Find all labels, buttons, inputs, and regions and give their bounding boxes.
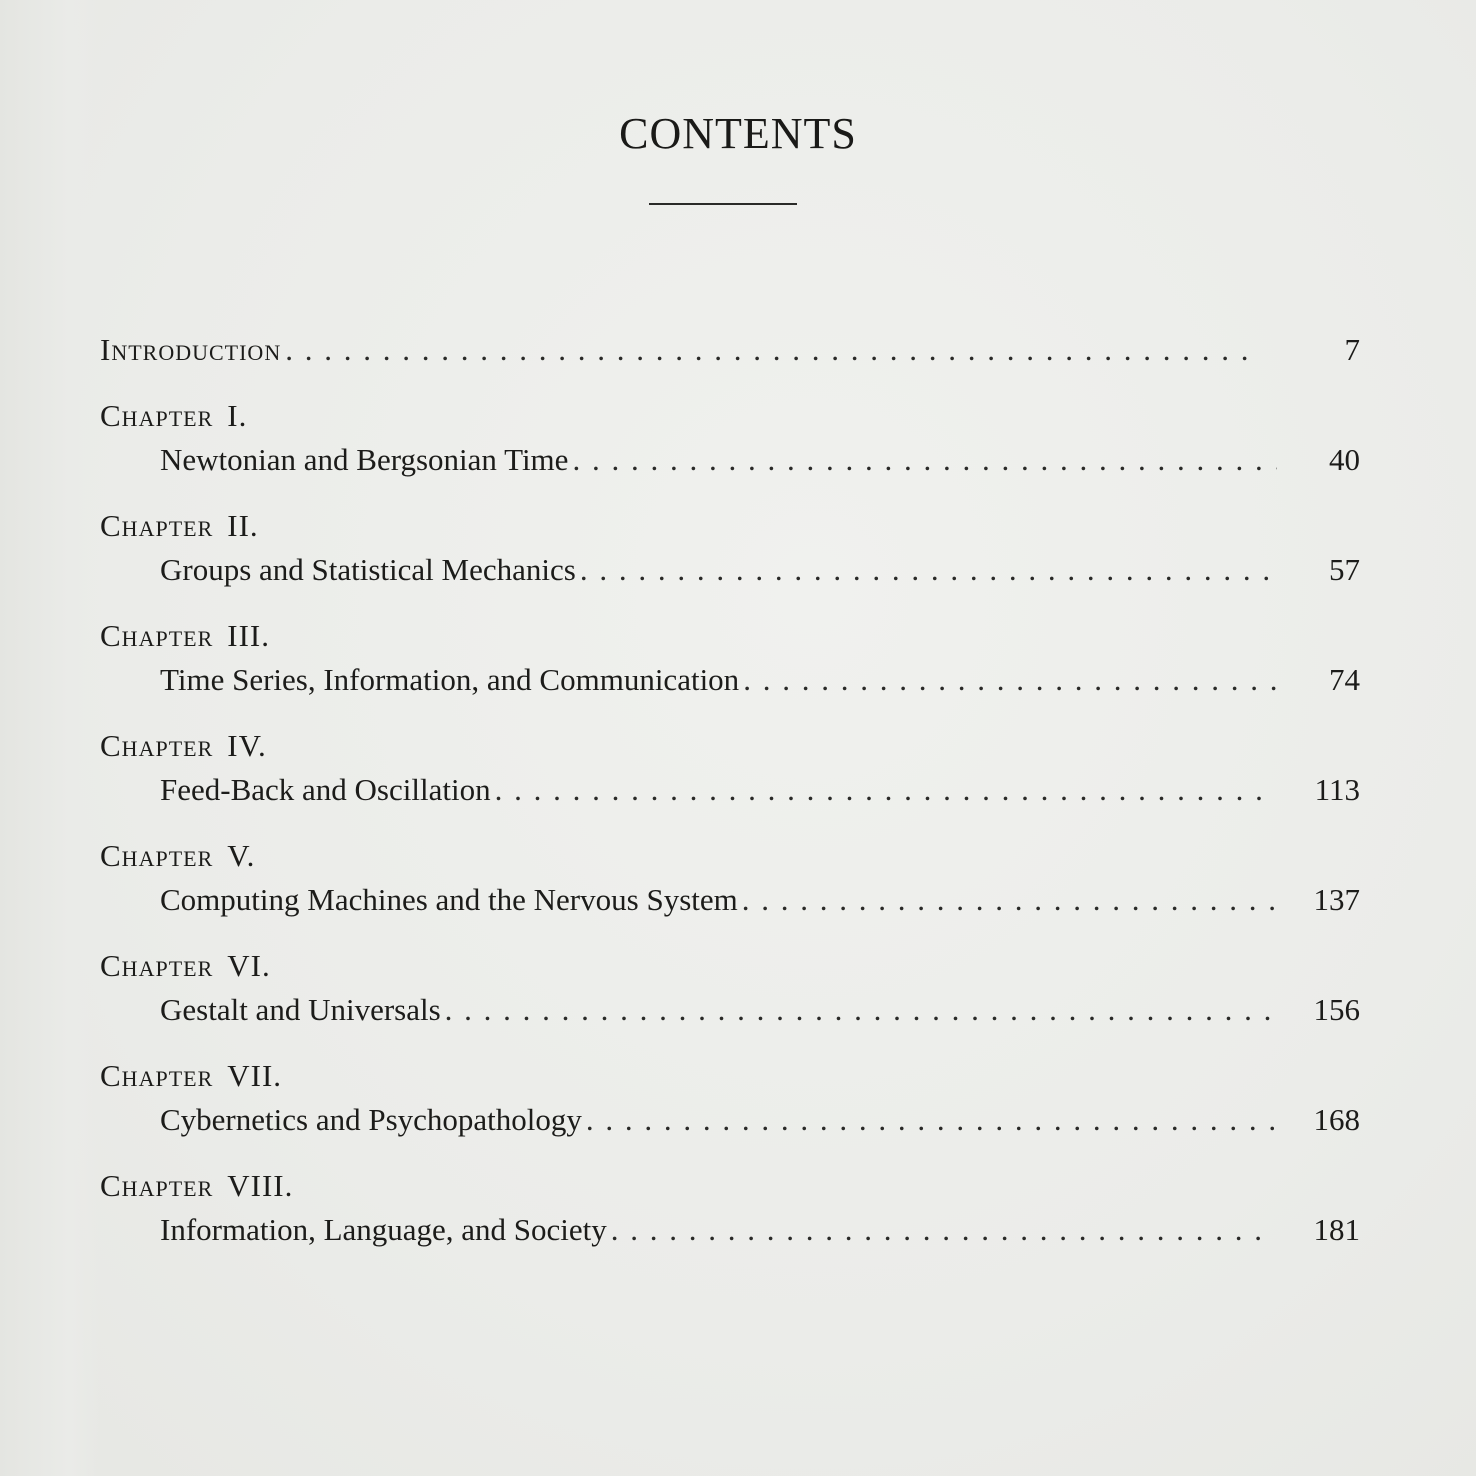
chapter-title-row bbox=[100, 1098, 1360, 1142]
introduction-page: 7 bbox=[1344, 332, 1360, 367]
toc-entry-chapter-4 bbox=[100, 724, 1360, 812]
chapter-heading bbox=[100, 504, 1360, 548]
chapter-heading bbox=[100, 1054, 1360, 1098]
toc-entry-chapter-2 bbox=[100, 504, 1360, 592]
chapter-title: Gestalt and Universals bbox=[160, 992, 441, 1027]
chapter-word: Chapter bbox=[100, 618, 214, 653]
chapter-word: Chapter bbox=[100, 508, 214, 543]
dot-leader bbox=[611, 1208, 1274, 1252]
chapter-number: VII. bbox=[227, 1058, 283, 1093]
page-gutter-shadow bbox=[0, 0, 100, 1476]
chapter-number: I. bbox=[227, 398, 248, 433]
chapter-page: 74 bbox=[1329, 662, 1360, 697]
table-of-contents bbox=[100, 328, 1360, 1252]
chapter-title-row bbox=[100, 988, 1360, 1032]
dot-leader bbox=[580, 548, 1278, 592]
chapter-heading bbox=[100, 1164, 1360, 1208]
dot-leader bbox=[572, 438, 1277, 482]
chapter-title: Feed-Back and Oscillation bbox=[160, 772, 491, 807]
chapter-page: 40 bbox=[1329, 442, 1360, 477]
toc-entry-chapter-1 bbox=[100, 394, 1360, 482]
chapter-title-row bbox=[100, 878, 1360, 922]
dot-leader bbox=[285, 328, 1260, 372]
chapter-heading bbox=[100, 394, 1360, 438]
chapter-word: Chapter bbox=[100, 1168, 214, 1203]
toc-entry-chapter-7 bbox=[100, 1054, 1360, 1142]
chapter-word: Chapter bbox=[100, 1058, 214, 1093]
dot-leader bbox=[445, 988, 1270, 1032]
chapter-title: Groups and Statistical Mechanics bbox=[160, 552, 576, 587]
chapter-heading bbox=[100, 834, 1360, 878]
toc-entry-chapter-3 bbox=[100, 614, 1360, 702]
toc-entry-chapter-5 bbox=[100, 834, 1360, 922]
chapter-word: Chapter bbox=[100, 728, 214, 763]
chapter-number: VI. bbox=[227, 948, 271, 983]
chapter-heading bbox=[100, 944, 1360, 988]
chapter-title: Time Series, Information, and Communication bbox=[160, 662, 740, 697]
dot-leader bbox=[495, 768, 1273, 812]
chapter-title: Information, Language, and Society bbox=[160, 1212, 607, 1247]
chapter-word: Chapter bbox=[100, 838, 214, 873]
dot-leader bbox=[586, 1098, 1274, 1142]
chapter-heading bbox=[100, 724, 1360, 768]
chapter-number: V. bbox=[227, 838, 256, 873]
introduction-label: Introduction bbox=[100, 332, 282, 367]
chapter-page: 57 bbox=[1329, 552, 1360, 587]
chapter-title-row bbox=[100, 548, 1360, 592]
chapter-title-row bbox=[100, 768, 1360, 812]
chapter-page: 156 bbox=[1313, 992, 1360, 1027]
chapter-number: II. bbox=[227, 508, 259, 543]
chapter-word: Chapter bbox=[100, 948, 214, 983]
chapter-heading bbox=[100, 614, 1360, 658]
chapter-page: 168 bbox=[1313, 1102, 1360, 1137]
title-rule bbox=[649, 203, 797, 205]
dot-leader bbox=[743, 658, 1287, 702]
chapter-title: Newtonian and Bergsonian Time bbox=[160, 442, 569, 477]
chapter-page: 181 bbox=[1313, 1212, 1360, 1247]
chapter-number: VIII. bbox=[227, 1168, 294, 1203]
toc-entry-introduction bbox=[100, 328, 1360, 372]
page-title: CONTENTS bbox=[619, 109, 857, 158]
chapter-page: 113 bbox=[1314, 772, 1360, 807]
toc-entry-chapter-6 bbox=[100, 944, 1360, 1032]
chapter-title: Cybernetics and Psychopathology bbox=[160, 1102, 582, 1137]
chapter-title-row bbox=[100, 1208, 1360, 1252]
chapter-word: Chapter bbox=[100, 398, 214, 433]
chapter-number: III. bbox=[227, 618, 270, 653]
toc-entry-chapter-8 bbox=[100, 1164, 1360, 1252]
chapter-title-row bbox=[100, 658, 1360, 702]
chapter-title: Computing Machines and the Nervous System bbox=[160, 882, 738, 917]
chapter-title-row bbox=[100, 438, 1360, 482]
dot-leader bbox=[742, 878, 1274, 922]
chapter-number: IV. bbox=[227, 728, 267, 763]
chapter-page: 137 bbox=[1313, 882, 1360, 917]
